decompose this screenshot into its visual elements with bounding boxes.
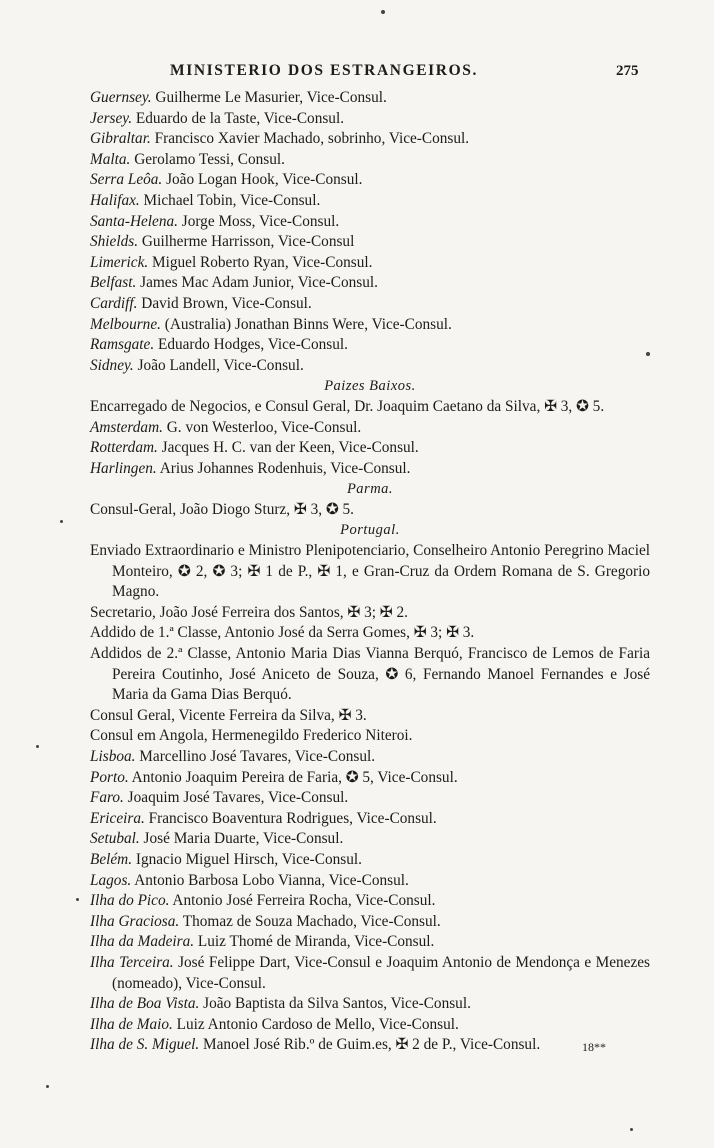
entry-text: Consul-Geral, João Diogo Sturz, ✠ 3, ✪ 5. bbox=[90, 500, 354, 518]
entry-text: Secretario, João José Ferreira dos Santos, ✠ 3; ✠ 2. bbox=[90, 603, 408, 621]
entry-text: Guilherme Harrisson, Vice-Consul bbox=[138, 233, 355, 251]
entry-text: Jorge Moss, Vice-Consul. bbox=[177, 212, 340, 230]
entry-text: João Logan Hook, Vice-Consul. bbox=[162, 171, 363, 189]
entry-text: Manoel José Rib.º de Guim.es, ✠ 2 de P., Vice-Consul. bbox=[199, 1036, 541, 1054]
entry-text: João Landell, Vice-Consul. bbox=[133, 356, 304, 374]
place-name: Serra Leôa. bbox=[90, 171, 163, 189]
entry-text: Eduardo de la Taste, Vice-Consul. bbox=[132, 109, 345, 127]
section-heading: Paizes Baixos. bbox=[324, 378, 416, 395]
place-name: Lagos. bbox=[90, 871, 132, 889]
entry-text: Addidos de 2.ª Classe, Antonio Maria Dias Vianna Berquó, Francisco de Lemos de Faria Pereira Coutinho, José Aniceto de Souza, ✪ 6, Fernando Manoel Fernandes e José Maria da Gama Dias Berquó. bbox=[90, 645, 650, 704]
consul-entry bbox=[90, 212, 650, 233]
consul-entry bbox=[90, 88, 650, 109]
entry-text: Encarregado de Negocios, e Consul Geral, Dr. Joaquim Caetano da Silva, ✠ 3, ✪ 5. bbox=[90, 397, 605, 415]
consul-entry bbox=[90, 706, 650, 727]
place-name: Shields. bbox=[90, 233, 139, 251]
consul-entry bbox=[90, 768, 650, 789]
entry-text: (Australia) Jonathan Binns Were, Vice-Consul. bbox=[160, 315, 452, 333]
consul-entry bbox=[90, 294, 650, 315]
consul-entry bbox=[90, 809, 650, 830]
entry-text: Marcellino José Tavares, Vice-Consul. bbox=[135, 748, 376, 765]
place-name: Ilha de Maio. bbox=[90, 1015, 173, 1033]
consul-entry bbox=[90, 1035, 650, 1056]
consul-entry bbox=[90, 170, 650, 191]
entry-text: Addido de 1.ª Classe, Antonio José da Serra Gomes, ✠ 3; ✠ 3. bbox=[90, 624, 475, 642]
consul-entry bbox=[90, 623, 650, 644]
page-title: MINISTERIO DOS ESTRANGEIROS. bbox=[170, 62, 478, 79]
entry-text: Ignacio Miguel Hirsch, Vice-Consul. bbox=[132, 850, 362, 868]
entry-text: Gerolamo Tessi, Consul. bbox=[130, 150, 285, 168]
place-name: Ilha de Boa Vista. bbox=[90, 995, 200, 1013]
consul-entry bbox=[90, 335, 650, 356]
scan-speck bbox=[76, 898, 79, 901]
consul-entry bbox=[90, 397, 650, 418]
scan-speck bbox=[646, 352, 650, 356]
place-name: Ericeira. bbox=[90, 809, 145, 827]
place-name: Santa-Helena. bbox=[90, 212, 178, 230]
place-name: Ilha do Pico. bbox=[90, 892, 170, 910]
entry-text: Antonio Barbosa Lobo Vianna, Vice-Consul. bbox=[131, 871, 409, 889]
consul-entry bbox=[90, 232, 650, 253]
consul-entry bbox=[90, 273, 650, 294]
entry-text: Antonio Joaquim Pereira de Faria, ✪ 5, Vice-Consul. bbox=[128, 768, 458, 786]
consul-entry bbox=[90, 541, 650, 603]
consul-entry bbox=[90, 191, 650, 212]
entry-text: Consul em Angola, Hermenegildo Frederico Niteroi. bbox=[90, 727, 413, 745]
entry-text: Luiz Thomé de Miranda, Vice-Consul. bbox=[194, 933, 435, 951]
consul-entry bbox=[90, 994, 650, 1015]
consul-entry bbox=[90, 438, 650, 459]
place-name: Limerick. bbox=[90, 253, 149, 271]
place-name: Cardiff. bbox=[90, 294, 138, 312]
entry-text: Arius Johannes Rodenhuis, Vice-Consul. bbox=[156, 459, 411, 477]
consul-entry bbox=[90, 253, 650, 274]
consul-entry bbox=[90, 726, 650, 747]
consul-entry bbox=[90, 891, 650, 912]
entry-text: José Felippe Dart, Vice-Consul e Joaquim Antonio de Mendonça e Menezes (nomeado), Vice-Consul. bbox=[112, 953, 650, 992]
scan-speck bbox=[630, 1128, 633, 1131]
running-head bbox=[0, 62, 714, 84]
place-name: Ilha de S. Miguel. bbox=[90, 1036, 200, 1054]
consul-entry bbox=[90, 871, 650, 892]
entry-text: Francisco Boaventura Rodrigues, Vice-Consul. bbox=[144, 809, 437, 827]
entry-text: Consul Geral, Vicente Ferreira da Silva, ✠ 3. bbox=[90, 706, 367, 724]
place-name: Jersey. bbox=[90, 109, 133, 127]
place-name: Harlingen. bbox=[90, 459, 157, 477]
body-text bbox=[90, 88, 650, 1056]
entry-text: João Baptista da Silva Santos, Vice-Consul. bbox=[199, 995, 471, 1013]
place-name: Ilha da Madeira. bbox=[90, 933, 195, 951]
consul-entry bbox=[90, 829, 650, 850]
entry-text: David Brown, Vice-Consul. bbox=[137, 294, 312, 312]
consul-entry bbox=[90, 932, 650, 953]
place-name: Setubal. bbox=[90, 830, 140, 848]
place-name: Melbourne. bbox=[90, 315, 161, 333]
entry-text: Eduardo Hodges, Vice-Consul. bbox=[154, 336, 348, 354]
entry-text: Francisco Xavier Machado, sobrinho, Vice-Consul. bbox=[150, 130, 470, 148]
entry-text: Enviado Extraordinario e Ministro Plenipotenciario, Conselheiro Antonio Peregrino Maciel Monteiro, ✪ 2, ✪ 3; ✠ 1 de P., ✠ 1, e Gran-Cruz da Ordem Romana de S. Gregorio Magno. bbox=[90, 542, 650, 601]
entry-text: Thomaz de Souza Machado, Vice-Consul. bbox=[179, 912, 441, 930]
place-name: Ilha Graciosa. bbox=[90, 912, 180, 930]
entry-text: G. von Westerloo, Vice-Consul. bbox=[162, 418, 362, 436]
consul-entry bbox=[90, 1015, 650, 1036]
consul-entry bbox=[90, 459, 650, 480]
place-name: Faro. bbox=[90, 789, 124, 807]
entry-text: Jacques H. C. van der Keen, Vice-Consul. bbox=[157, 439, 419, 457]
place-name: Malta. bbox=[90, 150, 131, 168]
consul-entry bbox=[90, 850, 650, 871]
consul-entry bbox=[90, 788, 650, 809]
consul-entry bbox=[90, 912, 650, 933]
entry-text: Miguel Roberto Ryan, Vice-Consul. bbox=[148, 253, 373, 271]
entry-text: José Maria Duarte, Vice-Consul. bbox=[139, 830, 344, 848]
entry-text: Michael Tobin, Vice-Consul. bbox=[139, 191, 321, 209]
consul-entry bbox=[90, 356, 650, 377]
page-number: 275 bbox=[616, 63, 639, 79]
scan-speck bbox=[381, 10, 385, 14]
consul-entry bbox=[90, 644, 650, 706]
place-name: Guernsey. bbox=[90, 89, 152, 106]
place-name: Lisboa. bbox=[90, 748, 136, 765]
place-name: Belfast. bbox=[90, 274, 137, 292]
consul-entry bbox=[90, 500, 650, 521]
place-name: Ilha Terceira. bbox=[90, 953, 174, 971]
consul-entry bbox=[90, 109, 650, 130]
consul-entry bbox=[90, 953, 650, 994]
consul-entry bbox=[90, 150, 650, 171]
scan-speck bbox=[60, 520, 63, 523]
consul-entry bbox=[90, 418, 650, 439]
entry-text: Joaquim José Tavares, Vice-Consul. bbox=[123, 789, 349, 807]
place-name: Rotterdam. bbox=[90, 439, 158, 457]
catchword: 18** bbox=[582, 1040, 606, 1054]
entry-text: Guilherme Le Masurier, Vice-Consul. bbox=[151, 89, 387, 106]
section-heading: Parma. bbox=[346, 481, 394, 498]
consul-entry bbox=[90, 747, 650, 768]
scan-speck bbox=[46, 1085, 49, 1088]
consul-entry bbox=[90, 603, 650, 624]
entry-text: James Mac Adam Junior, Vice-Consul. bbox=[136, 274, 378, 292]
entry-text: Luiz Antonio Cardoso de Mello, Vice-Consul. bbox=[172, 1015, 459, 1033]
place-name: Ramsgate. bbox=[90, 336, 155, 354]
consul-entry bbox=[90, 129, 650, 150]
place-name: Halifax. bbox=[90, 191, 140, 209]
place-name: Amsterdam. bbox=[90, 418, 163, 436]
place-name: Porto. bbox=[90, 768, 129, 786]
place-name: Belém. bbox=[90, 850, 133, 868]
place-name: Gibraltar. bbox=[90, 130, 151, 148]
entry-text: Antonio José Ferreira Rocha, Vice-Consul. bbox=[169, 892, 436, 910]
section-heading: Portugal. bbox=[340, 522, 400, 539]
scan-speck bbox=[36, 745, 39, 748]
place-name: Sidney. bbox=[90, 356, 134, 374]
consul-entry bbox=[90, 315, 650, 336]
